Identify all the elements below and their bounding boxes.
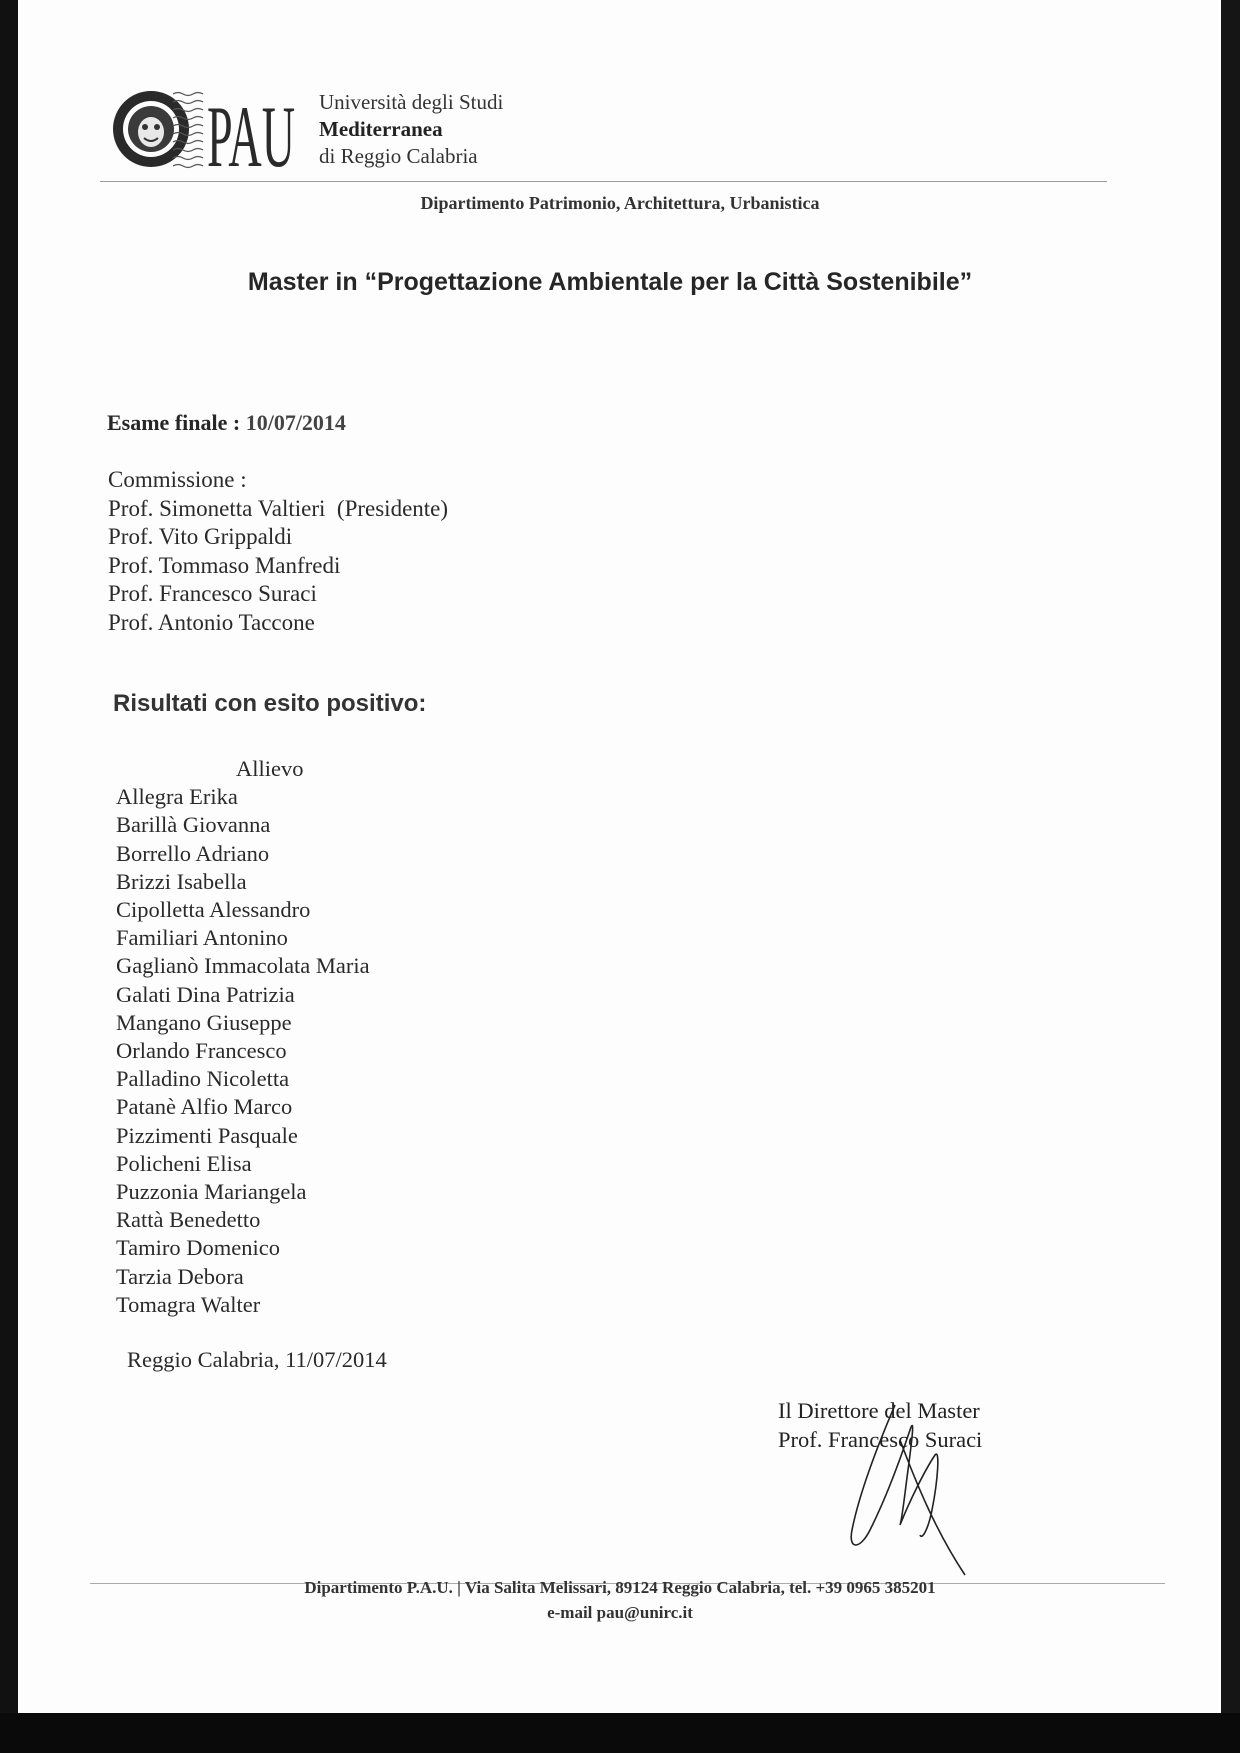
commission-member: Prof. Antonio Taccone bbox=[108, 609, 315, 635]
results-heading: Risultati con esito positivo: bbox=[113, 690, 427, 717]
exam-line bbox=[107, 410, 346, 436]
student-name: Palladino Nicoletta bbox=[116, 1066, 290, 1092]
student-name: Tarzia Debora bbox=[116, 1263, 244, 1289]
university-line-3: di Reggio Calabria bbox=[319, 144, 478, 168]
student-name: Tomagra Walter bbox=[116, 1291, 261, 1317]
commission-member: Prof. Simonetta Valtieri (Presidente) bbox=[108, 495, 449, 521]
pau-logo bbox=[111, 82, 301, 180]
commission-member: Prof. Vito Grippaldi bbox=[108, 524, 293, 549]
university-line-2: Mediterranea bbox=[319, 117, 443, 141]
lion-seal-icon bbox=[113, 91, 189, 167]
scan-edge-left bbox=[0, 0, 18, 1753]
exam-date: 10/07/2014 bbox=[245, 410, 346, 435]
handwritten-signature bbox=[840, 1400, 990, 1580]
student-name: Gaglianò Immacolata Maria bbox=[116, 953, 370, 979]
commission-list bbox=[108, 466, 448, 637]
university-name bbox=[319, 89, 503, 170]
student-name: Tamiro Domenico bbox=[116, 1235, 281, 1261]
student-name: Patanè Alfio Marco bbox=[116, 1094, 293, 1120]
footer-email: e-mail pau@unirc.it bbox=[547, 1603, 693, 1622]
signatory-name: Prof. Francesco Suraci bbox=[778, 1427, 983, 1452]
student-list bbox=[116, 755, 370, 1319]
student-name: Barillà Giovanna bbox=[116, 812, 271, 838]
department-name: Dipartimento Patrimonio, Architettura, Urbanistica bbox=[420, 193, 820, 213]
student-name: Orlando Francesco bbox=[116, 1038, 287, 1064]
student-name: Mangano Giuseppe bbox=[116, 1009, 292, 1035]
student-name: Galati Dina Patrizia bbox=[116, 981, 295, 1007]
student-name: Borrello Adriano bbox=[116, 840, 270, 866]
header-divider bbox=[100, 181, 1107, 182]
student-name: Cipolletta Alessandro bbox=[116, 897, 311, 923]
student-name: Rattà Benedetto bbox=[116, 1207, 261, 1233]
commission-member: Prof. Tommaso Manfredi bbox=[108, 552, 341, 578]
student-name: Allegra Erika bbox=[116, 784, 238, 810]
student-name: Familiari Antonino bbox=[116, 925, 288, 951]
scan-edge-bottom bbox=[0, 1713, 1240, 1753]
commission-label: Commissione : bbox=[108, 467, 247, 492]
student-name: Puzzonia Mariangela bbox=[116, 1179, 307, 1205]
place-and-date: Reggio Calabria, 11/07/2014 bbox=[127, 1347, 387, 1372]
document-title: Master in “Progettazione Ambientale per la Città Sostenibile” bbox=[247, 268, 973, 296]
commission-member: Prof. Francesco Suraci bbox=[108, 581, 317, 606]
signatory-role: Il Direttore del Master bbox=[778, 1398, 980, 1423]
student-name: Brizzi Isabella bbox=[116, 868, 247, 894]
exam-label: Esame finale : bbox=[107, 410, 241, 435]
student-name: Pizzimenti Pasquale bbox=[116, 1122, 298, 1148]
university-line-1: Università degli Studi bbox=[319, 90, 504, 114]
footer-address: Dipartimento P.A.U. | Via Salita Melissari, 89124 Reggio Calabria, tel. +39 0965 385201 bbox=[304, 1578, 936, 1597]
svg-text:PAU: PAU bbox=[207, 89, 295, 180]
student-name: Policheni Elisa bbox=[116, 1150, 252, 1176]
student-column-header: Allievo bbox=[236, 756, 304, 781]
scan-edge-right bbox=[1221, 0, 1240, 1753]
